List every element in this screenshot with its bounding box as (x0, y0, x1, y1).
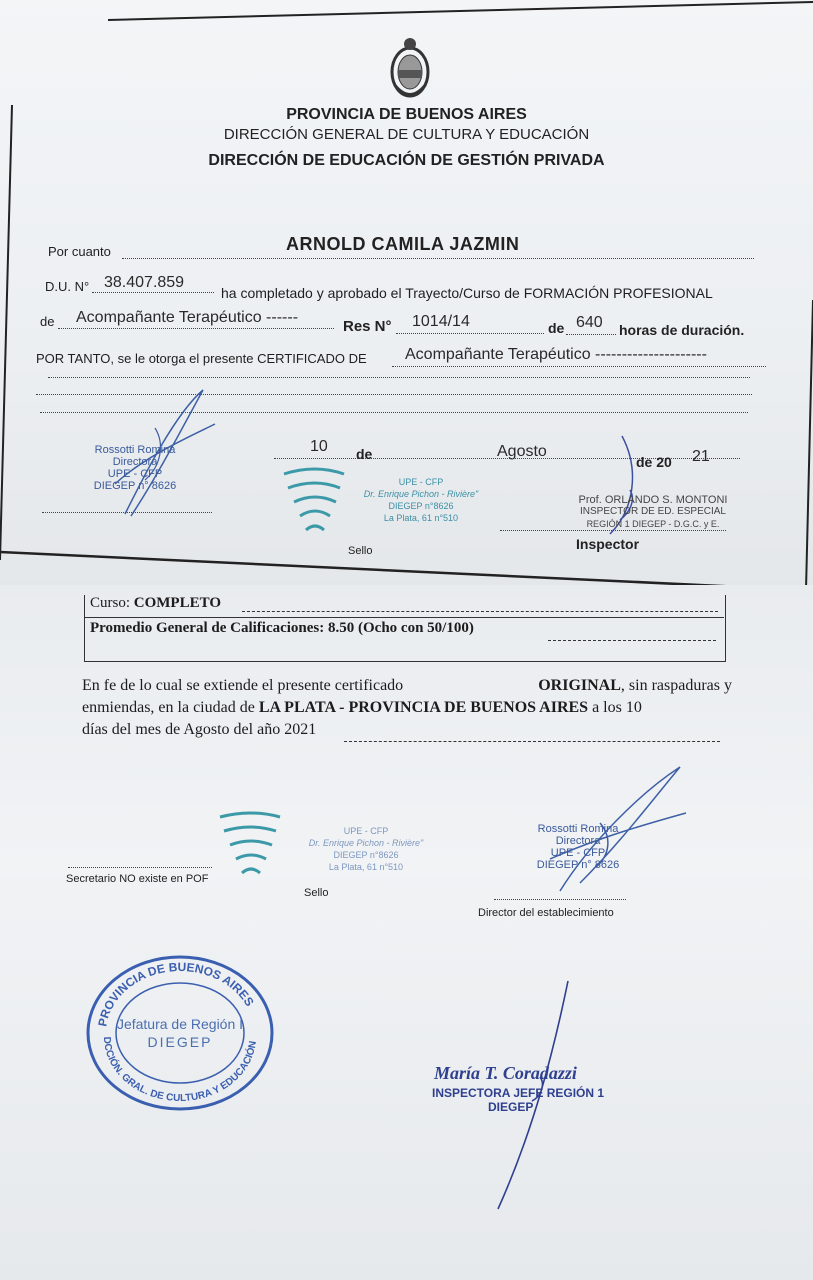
closing-paragraph (82, 675, 732, 741)
completed-text: ha completado y aprobado el Trayecto/Curso de FORMACIÓN PROFESIONAL (221, 285, 713, 301)
por-cuanto-label: Por cuanto (48, 244, 111, 259)
dotted-line (48, 377, 750, 378)
average-label: Promedio General de Calificaciones: (90, 620, 325, 636)
hours-value: 640 (576, 314, 603, 331)
dotted-line (566, 334, 616, 335)
student-name: ARNOLD CAMILA JAZMIN (286, 234, 520, 254)
closing-original: ORIGINAL (538, 677, 621, 694)
region-stamp-ring-top: PROVINCIA DE BUENOS AIRES (95, 959, 257, 1028)
por-tanto-label: POR TANTO, se le otorga el presente CERTIFICADO DE (36, 351, 367, 366)
dashed-line (242, 611, 718, 612)
average-value: 8.50 (Ocho con 50/100) (328, 620, 474, 636)
signature-line (68, 867, 212, 868)
dotted-line (58, 328, 334, 329)
header-division: DIRECCIÓN DE EDUCACIÓN DE GESTIÓN PRIVADA (208, 152, 605, 169)
signature-line (500, 530, 726, 531)
inspector-stamp-line: Prof. ORLANDO S. MONTONI (578, 494, 728, 506)
director-stamp-line: UPE - CFP (107, 468, 163, 480)
average-row (90, 620, 474, 637)
dotted-line (392, 366, 766, 367)
director-stamp (70, 444, 200, 492)
de2-label: de (548, 320, 565, 336)
inspector-stamp (560, 494, 746, 530)
sello-label: Sello (348, 545, 373, 557)
dotted-line (92, 292, 214, 293)
dashed-line (548, 640, 716, 641)
closing-text: enmiendas, en la ciudad de (82, 699, 255, 716)
school-stamp-line: DIEGEP n°8626 (388, 501, 454, 511)
header-directorate: DIRECCIÓN GENERAL DE CULTURA Y EDUCACIÓN (223, 126, 590, 143)
region-stamp-ring-bottom: DCCIÓN. GRAL. DE CULTURA Y EDUCACIÓN (100, 1036, 259, 1105)
hours-label: horas de duración. (619, 322, 745, 338)
sello-label: Sello (304, 887, 329, 899)
school-stamp-line: Dr. Enrique Pichon - Rivière" (308, 838, 424, 848)
dotted-line (396, 333, 544, 334)
director-stamp-line: Rossotti Romina (94, 444, 176, 456)
director-label: Director del establecimiento (478, 907, 614, 919)
closing-text: , sin raspaduras y (620, 677, 732, 694)
certificate-back-sheet (0, 585, 813, 1280)
dashed-line (344, 741, 720, 742)
director-stamp-line: UPE - CFP (550, 847, 606, 859)
chief-inspector-org: DIEGEP (488, 1100, 534, 1114)
closing-line (82, 697, 732, 719)
school-stamp-line: Dr. Enrique Pichon - Rivière" (363, 489, 479, 499)
school-stamp-line: La Plata, 61 n°510 (383, 513, 459, 523)
school-stamp-line: La Plata, 61 n°510 (328, 862, 404, 872)
secretary-label: Secretario NO existe en POF (66, 873, 209, 885)
school-spiral-logo-icon (280, 462, 350, 544)
school-stamp-line: UPE - CFP (343, 826, 389, 836)
certificate-top-sheet (0, 0, 813, 590)
closing-text: a los 10 (592, 699, 642, 716)
de-label: de (40, 314, 55, 329)
course-status-row (90, 595, 221, 612)
director-stamp-line: Directora (555, 835, 601, 847)
director-stamp-line: Rossotti Romina (537, 823, 619, 835)
du-label: D.U. N° (45, 279, 90, 294)
school-stamp-line: DIEGEP n°8626 (333, 850, 399, 860)
chief-inspector-title: INSPECTORA JEFE REGIÓN 1 (432, 1086, 605, 1100)
chief-inspector-name: María T. Coradazzi (434, 1063, 577, 1083)
course-status-value: COMPLETO (133, 595, 221, 611)
closing-text: En fe de lo cual se extiende el presente certificado (82, 677, 404, 694)
course-name: Acompañante Terapéutico ------ (76, 309, 299, 326)
school-spiral-logo-icon (216, 807, 286, 887)
inspector-stamp-line: REGIÓN 1 DIEGEP - D.G.C. y E. (586, 519, 720, 529)
date-day: 10 (310, 438, 328, 455)
date-de-label: de (356, 446, 373, 462)
inspector-stamp-line: INSPECTOR DE ED. ESPECIAL (580, 506, 726, 517)
signature-line (494, 899, 626, 900)
certificate-of: Acompañante Terapéutico --------------------- (405, 346, 707, 363)
school-stamp-bottom (296, 825, 436, 873)
director-stamp-line: DIEGEP n° 8626 (536, 859, 620, 871)
director-stamp-bottom (508, 823, 648, 871)
signature-line (42, 512, 212, 513)
header-province: PROVINCIA DE BUENOS AIRES (286, 106, 527, 123)
date-year: 21 (692, 448, 710, 465)
res-label: Res N° (343, 318, 392, 335)
grades-divider (84, 617, 724, 618)
region-stamp-center (114, 1015, 246, 1051)
closing-text: días del mes de Agosto del año 2021 (82, 721, 317, 738)
du-number: 38.407.859 (104, 274, 185, 291)
school-stamp (346, 476, 496, 524)
res-number: 1014/14 (412, 313, 470, 330)
date-year-label: de 20 (636, 454, 672, 470)
course-status-label: Curso: (90, 595, 131, 611)
director-stamp-line: DIEGEP n° 8626 (93, 480, 177, 492)
school-stamp-line: UPE - CFP (398, 477, 444, 487)
region-stamp-center-line: Jefatura de Región I (116, 1016, 244, 1032)
closing-city: LA PLATA - PROVINCIA DE BUENOS AIRES (258, 699, 589, 716)
coat-of-arms-icon (385, 34, 435, 104)
closing-line (82, 719, 732, 741)
dotted-line (122, 258, 754, 259)
director-stamp-line: Directora (112, 456, 158, 468)
date-month: Agosto (497, 443, 547, 460)
closing-line (82, 675, 732, 697)
region-stamp-center-line: DIEGEP (147, 1034, 213, 1050)
inspector-label: Inspector (576, 536, 640, 552)
